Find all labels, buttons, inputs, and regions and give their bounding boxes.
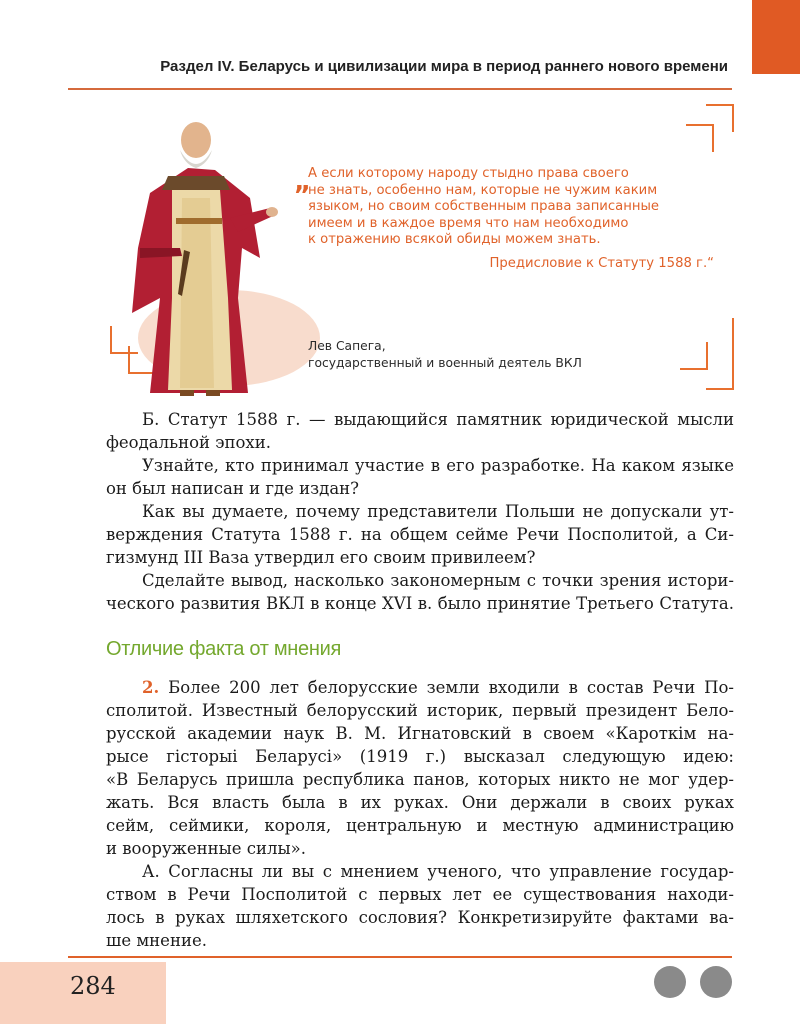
paragraph-line: Как вы думаете, почему представители Польши не допускали ут- — [142, 502, 734, 521]
quote-frame-corner — [686, 124, 714, 152]
paragraph-line: рысе гісторыі Беларусі» (1919 г.) высказал следующую идею: — [106, 747, 734, 766]
quote-line: А если которому народу стыдно права своего — [308, 166, 629, 181]
paragraph-line: жать. Вся власть была в их руках. Они держали в своих руках — [106, 793, 734, 812]
quote-line: языком, но своим собственным права записанные — [308, 199, 659, 215]
caption-name: Лев Сапега, — [308, 339, 386, 353]
footer-dot-icon — [700, 966, 732, 998]
quote-line: не знать, особенно нам, которые не чужим каким — [308, 182, 658, 198]
quote-source: Предисловие к Статуту 1588 г.“ — [489, 256, 714, 271]
statute-questions — [106, 408, 734, 615]
header-divider — [68, 88, 732, 90]
portrait-illustration — [110, 98, 280, 398]
quote-line: к отражению всякой обиды можем знать. — [308, 232, 601, 248]
paragraph-line: Б. Статут 1588 г. — выдающийся памятник юридической мысли — [142, 410, 734, 429]
sapega-quote — [294, 166, 714, 249]
section-heading: Отличие факта от мнения — [106, 638, 342, 660]
paragraph-line: русской академии наук В. М. Игнатовский в своем «Кароткім на- — [106, 724, 734, 743]
paragraph-line: ше мнение. — [106, 931, 207, 950]
task-number: 2. — [142, 678, 160, 697]
footer-divider — [68, 956, 732, 958]
paragraph-line: Узнайте, кто принимал участие в его разработке. На каком языке — [142, 456, 734, 475]
paragraph-line: верждения Статута 1588 г. на общем сейме Речи Посполитой, а Си- — [106, 525, 734, 544]
paragraph-line: феодальной эпохи. — [106, 433, 271, 452]
quote-line: имеем и в каждое время что нам необходимо — [308, 215, 629, 231]
footer-dot-icon — [654, 966, 686, 998]
paragraph-line: Сделайте вывод, насколько закономерным с точки зрения истори- — [142, 571, 734, 590]
paragraph-line: лось в руках шляхетского сословия? Конкретизируйте фактами ва- — [106, 908, 734, 927]
quote-open-mark: „ — [294, 167, 312, 197]
paragraph-line: «В Беларусь пришла республика панов, которых никто не мог удер- — [106, 770, 734, 789]
paragraph-line: сполитой. Известный белорусский историк, первый президент Бело- — [106, 701, 734, 720]
paragraph-line: А. Согласны ли вы с мнением ученого, что управление государ- — [142, 862, 734, 881]
caption-role: государственный и военный деятель ВКЛ — [308, 356, 582, 370]
header-accent-tab — [752, 0, 800, 74]
page-number: 284 — [70, 972, 116, 1000]
paragraph-line: гизмунд III Ваза утвердил его своим привилеем? — [106, 548, 536, 567]
section-header-title: Раздел IV. Беларусь и цивилизации мира в период раннего нового времени — [160, 58, 728, 75]
task-two — [106, 676, 734, 952]
portrait-caption — [308, 338, 582, 372]
quote-frame-corner — [680, 342, 708, 370]
paragraph-line: ческого развития ВКЛ в конце XVI в. было принятие Третьего Статута. — [106, 594, 734, 613]
paragraph-line: он был написан и где издан? — [106, 479, 360, 498]
task-line-text: Более 200 лет белорусские земли входили в состав Речи По- — [168, 678, 734, 697]
paragraph-line: и вооруженные силы». — [106, 839, 306, 858]
paragraph-line: ством в Речи Посполитой с первых лет ее существования находи- — [106, 885, 734, 904]
paragraph-line — [106, 676, 734, 699]
quote-frame-corner — [706, 318, 734, 390]
paragraph-line: сейм, сеймики, короля, центральную и местную администрацию — [106, 816, 734, 835]
